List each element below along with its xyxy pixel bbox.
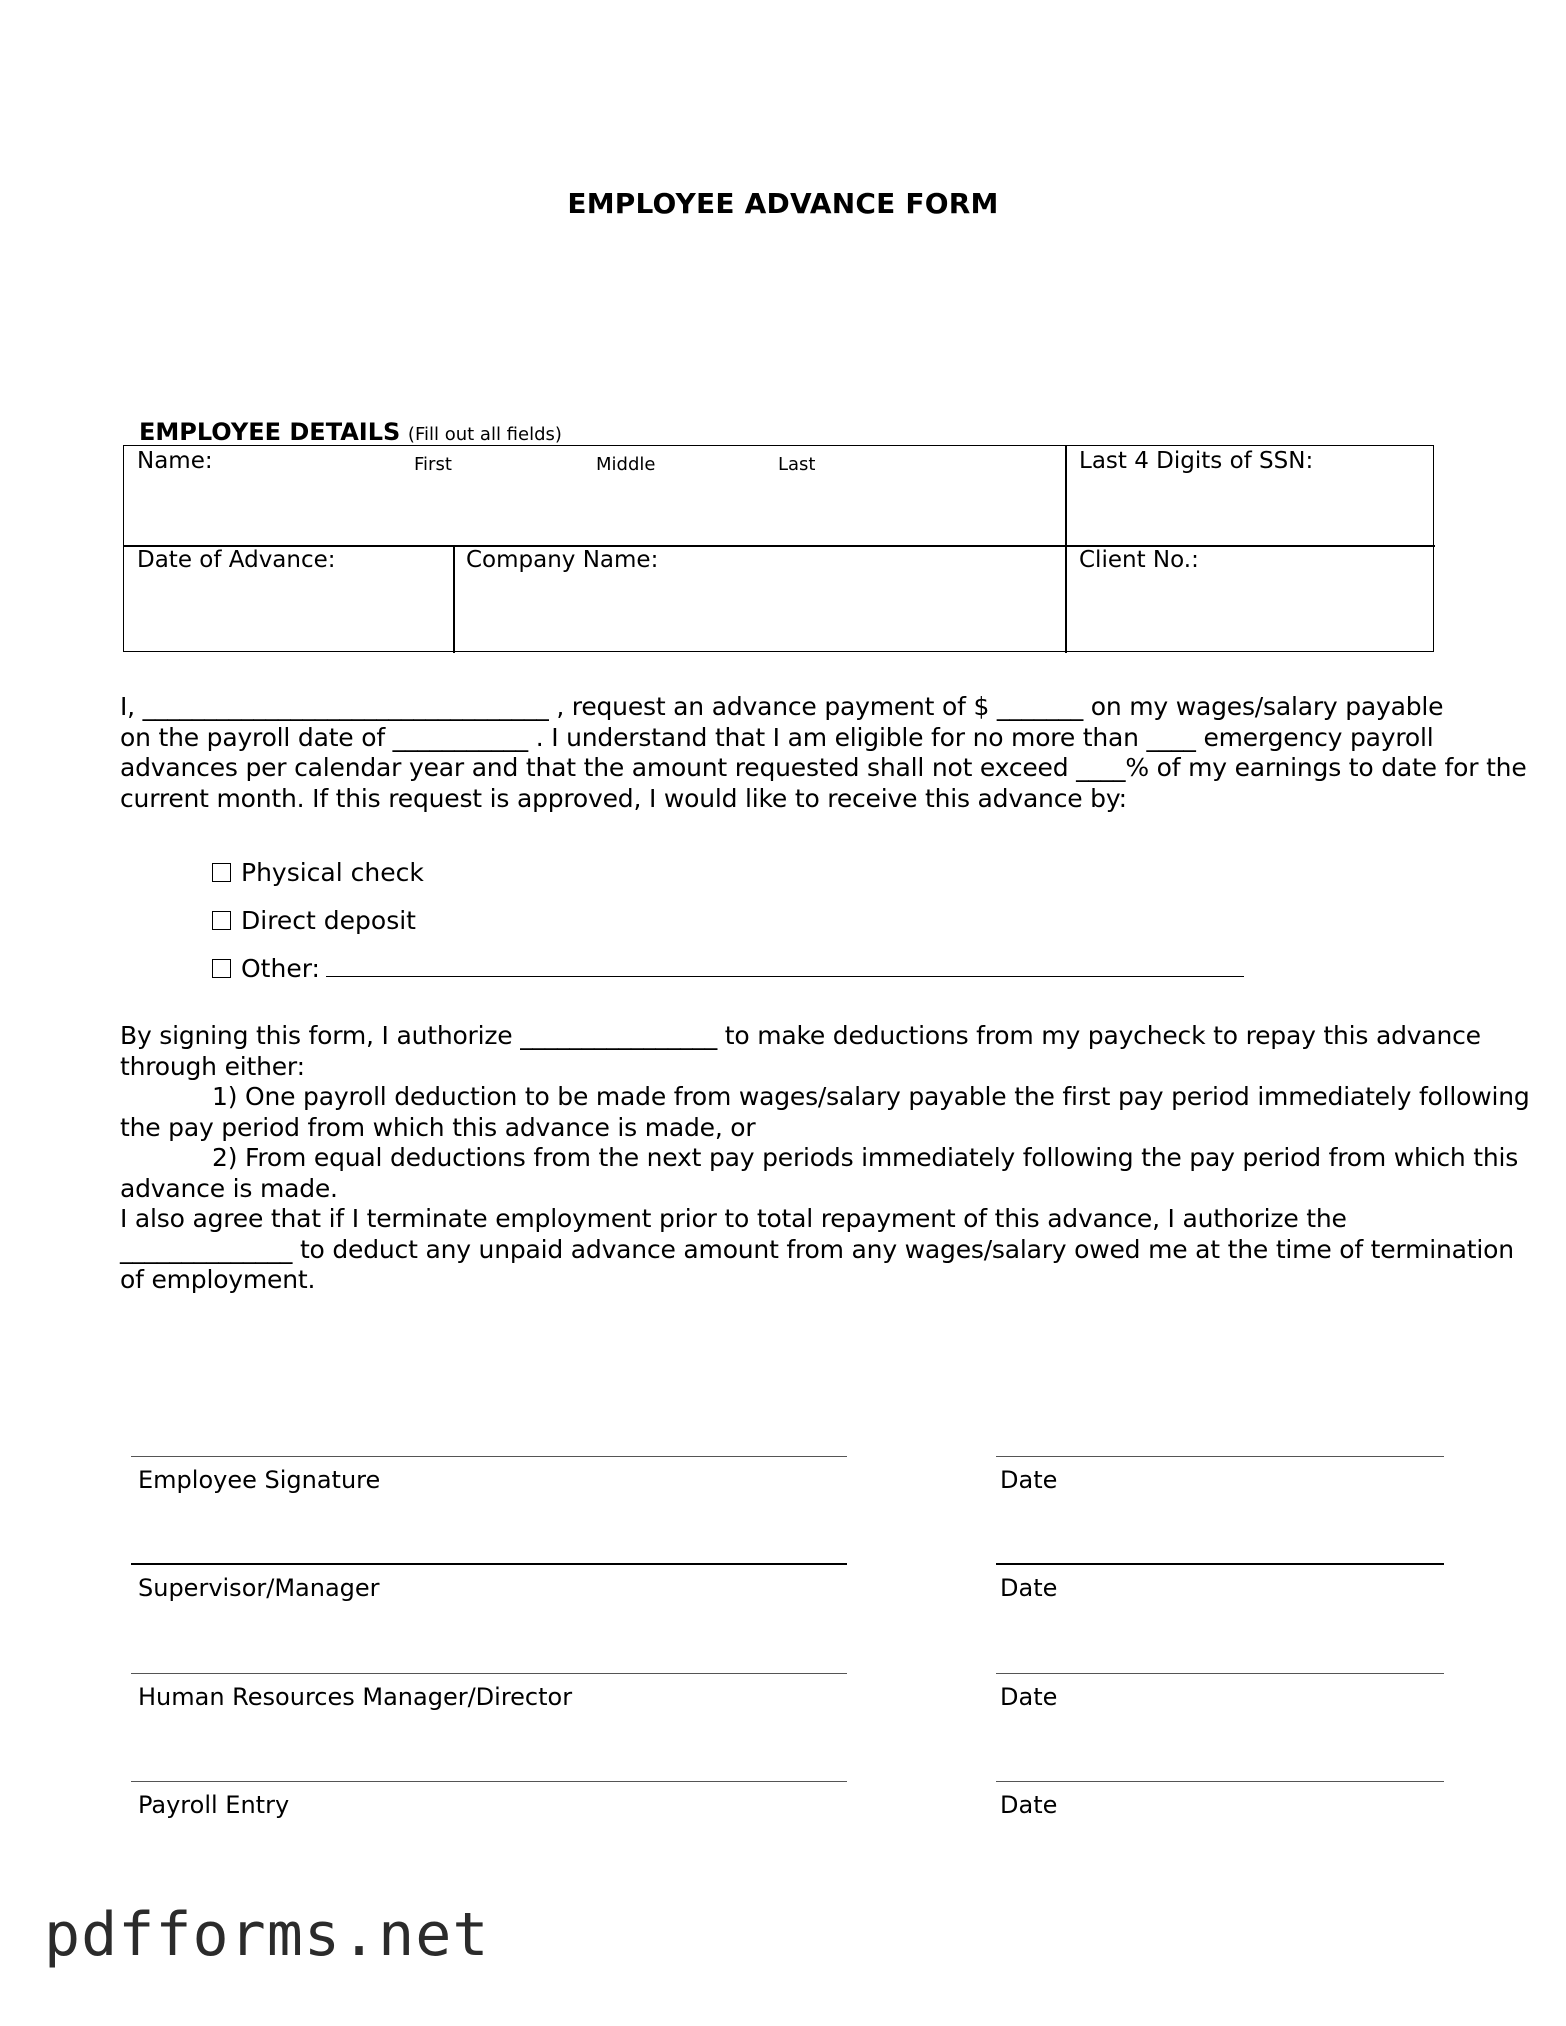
authorization-line: 2) From equal deductions from the next pay periods immediately following the pay period from which this [212, 1143, 1519, 1172]
supervisor-signature-line[interactable] [131, 1563, 847, 1565]
authorization-line: advance is made. [120, 1173, 338, 1203]
other-input-line[interactable] [326, 956, 1244, 977]
last-name-label: Last [778, 454, 816, 475]
client-number-label: Client No.: [1079, 547, 1199, 573]
physical-check-checkbox[interactable] [212, 863, 231, 882]
request-line: on the payroll date of ___________ . I understand that I am eligible for no more than ____ emergency payroll [120, 722, 1434, 752]
authorization-paragraph [120, 1021, 1530, 1296]
authorization-line: By signing this form, I authorize ________________ to make deductions from my paycheck to repay this advance [120, 1021, 1481, 1050]
request-line: advances per calendar year and that the amount requested shall not exceed ____% of my earnings to date for the [120, 753, 1527, 782]
advance-request-paragraph [120, 692, 1527, 814]
first-name-label: First [414, 454, 452, 475]
direct-deposit-label: Direct deposit [241, 906, 416, 935]
direct-deposit-option[interactable] [212, 906, 416, 935]
request-line: I, _________________________________ , request an advance payment of $ _______ on my wages/salary payable [120, 692, 1444, 721]
middle-name-label: Middle [596, 454, 656, 475]
section-title: EMPLOYEE DETAILS [139, 418, 401, 446]
authorization-line: 1) One payroll deduction to be made from wages/salary payable the first pay period immediately following [212, 1082, 1530, 1111]
ssn-label: Last 4 Digits of SSN: [1079, 448, 1314, 474]
company-name-label: Company Name: [466, 547, 659, 573]
payroll-entry-line[interactable] [131, 1781, 847, 1782]
employee-signature-label: Employee Signature [138, 1466, 381, 1494]
payroll-date-line[interactable] [996, 1781, 1444, 1782]
name-label: Name: [137, 448, 213, 474]
authorization-line: the pay period from which this advance is made, or [120, 1112, 756, 1142]
authorization-line: I also agree that if I terminate employment prior to total repayment of this advance, I authorize the [120, 1204, 1347, 1233]
payroll-entry-label: Payroll Entry [138, 1791, 290, 1819]
authorization-line: of employment. [120, 1265, 316, 1294]
other-checkbox[interactable] [212, 959, 231, 978]
supervisor-date-line[interactable] [996, 1563, 1444, 1565]
employee-date-label: Date [1000, 1466, 1058, 1494]
employee-details-table [123, 445, 1434, 652]
hr-date-line[interactable] [996, 1673, 1444, 1674]
direct-deposit-checkbox[interactable] [212, 911, 231, 930]
section-note: (Fill out all fields) [407, 424, 562, 445]
authorization-line: through either: [120, 1051, 305, 1081]
authorization-line: ______________ to deduct any unpaid advance amount from any wages/salary owed me at the time of termination [120, 1234, 1514, 1264]
physical-check-option[interactable] [212, 858, 424, 887]
form-title: EMPLOYEE ADVANCE FORM [567, 187, 999, 220]
employee-signature-line[interactable] [131, 1456, 847, 1457]
employee-details-heading [139, 418, 562, 446]
client-number-field[interactable] [1065, 545, 1435, 653]
supervisor-signature-label: Supervisor/Manager [138, 1574, 380, 1602]
ssn-field[interactable] [1065, 446, 1435, 545]
hr-date-label: Date [1000, 1683, 1058, 1711]
other-option[interactable] [212, 954, 1244, 983]
supervisor-date-label: Date [1000, 1574, 1058, 1602]
watermark: pdfforms.net [44, 1900, 490, 1970]
date-of-advance-field[interactable] [124, 545, 453, 653]
date-of-advance-label: Date of Advance: [137, 547, 336, 573]
request-line: current month. If this request is approved, I would like to receive this advance by: [120, 783, 1127, 813]
employee-date-line[interactable] [996, 1456, 1444, 1457]
other-label: Other: [241, 954, 320, 983]
company-name-field[interactable] [453, 545, 1065, 653]
hr-signature-label: Human Resources Manager/Director [138, 1683, 573, 1711]
hr-signature-line[interactable] [131, 1673, 847, 1674]
physical-check-label: Physical check [241, 858, 424, 887]
name-field[interactable] [124, 446, 1065, 545]
payroll-date-label: Date [1000, 1791, 1058, 1819]
